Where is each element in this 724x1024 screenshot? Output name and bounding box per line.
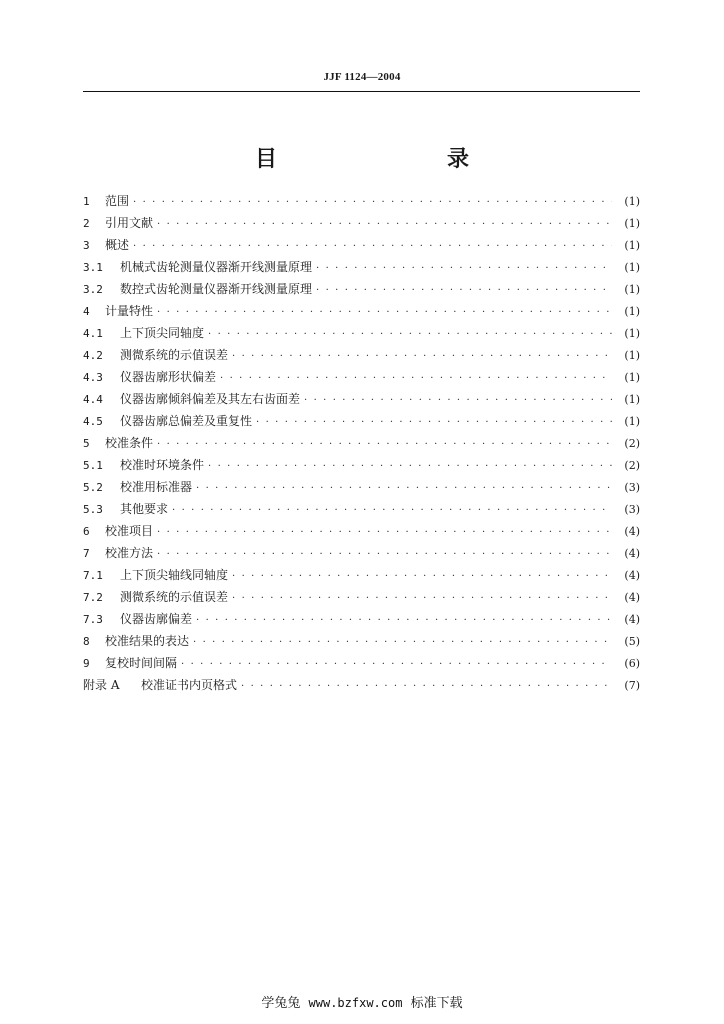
toc-leader-dots [232,346,612,368]
toc-entry-number: 3 [83,239,90,252]
toc-leader-dots [157,434,612,456]
toc-entry-page: (3) [624,481,640,494]
toc-entry[interactable] [83,256,640,278]
toc-entry-number: 4.1 [83,327,103,340]
toc-entry-page: (6) [624,657,640,670]
toc-entry-label: 机械式齿轮测量仪器渐开线测量原理 [120,260,313,274]
toc-entry-label: 校准方法 [105,546,154,560]
toc-entry-number: 4 [83,305,90,318]
footer-site-name: 学兔兔 [261,996,301,1011]
toc-entry-number: 9 [83,657,90,670]
toc-entry-label: 校准项目 [105,524,154,538]
toc-entry[interactable] [83,344,640,366]
toc-entry-label: 其他要求 [120,502,169,516]
toc-entry-label: 复校时间间隔 [105,656,178,670]
footer-tagline: 标准下载 [410,996,463,1011]
toc-entry-label: 仪器齿廓偏差 [120,612,193,626]
toc-entry-label: 校准证书内页格式 [141,678,238,692]
toc-entry-label: 概述 [105,238,130,252]
toc-leader-dots [157,522,612,544]
toc-entry[interactable] [83,432,640,454]
toc-entry[interactable] [83,366,640,388]
toc-entry-page: (4) [624,591,640,604]
toc-entry-label: 上下顶尖同轴度 [120,326,205,340]
toc-entry-label: 范围 [105,194,130,208]
footer [0,992,724,1011]
toc-entry-page: (1) [624,239,640,252]
toc-leader-dots [181,654,612,676]
toc-entry-number: 7.3 [83,613,103,626]
toc-entry-number: 7 [83,547,90,560]
toc-entry[interactable] [83,234,640,256]
toc-leader-dots [193,632,612,654]
toc-entry-page: (7) [624,679,640,692]
toc-entry-number: 4.3 [83,371,103,384]
toc-entry-page: (1) [624,195,640,208]
toc-entry-number: 8 [83,635,90,648]
toc-leader-dots [316,258,612,280]
toc-entry-number: 7.1 [83,569,103,582]
toc-leader-dots [241,676,612,698]
toc-entry-number: 4.2 [83,349,103,362]
toc-entry-page: (3) [624,503,640,516]
toc-leader-dots [304,390,612,412]
toc-entry[interactable] [83,410,640,432]
toc-entry-number: 附录 A [83,678,120,692]
toc-entry-number: 7.2 [83,591,103,604]
toc-entry-number: 4.5 [83,415,103,428]
toc-entry-label: 校准结果的表达 [105,634,190,648]
toc-entry-label: 上下顶尖轴线同轴度 [120,568,229,582]
toc-entry[interactable] [83,322,640,344]
toc-entry-number: 1 [83,195,90,208]
toc-entry-label: 数控式齿轮测量仪器渐开线测量原理 [120,282,313,296]
toc-leader-dots [196,610,612,632]
toc-entry[interactable] [83,212,640,234]
toc-leader-dots [232,588,612,610]
toc-leader-dots [208,324,612,346]
toc-entry-label: 仪器齿廓总偏差及重复性 [120,414,253,428]
toc-entry-page: (1) [624,217,640,230]
toc-leader-dots [232,566,612,588]
toc-entry-page: (1) [624,415,640,428]
toc-entry-number: 5.1 [83,459,103,472]
toc-entry-number: 4.4 [83,393,103,406]
toc-entry-number: 3.1 [83,261,103,274]
toc-entry-page: (4) [624,525,640,538]
toc-leader-dots [256,412,612,434]
toc-leader-dots [157,302,612,324]
toc-entry-page: (1) [624,349,640,362]
toc-entry[interactable] [83,608,640,630]
page-title: 目 录 [254,147,511,172]
toc-entry-page: (1) [624,305,640,318]
toc-entry-label: 引用文献 [105,216,154,230]
toc-entry-page: (5) [624,635,640,648]
toc-entry-page: (2) [624,437,640,450]
toc-entry-number: 5.3 [83,503,103,516]
toc-entry-page: (4) [624,613,640,626]
toc-leader-dots [172,500,612,522]
toc-leader-dots [157,544,612,566]
toc-entry[interactable] [83,388,640,410]
toc-entry-page: (4) [624,547,640,560]
toc-entry-number: 5 [83,437,90,450]
toc-entry[interactable] [83,278,640,300]
toc-entry-label: 测微系统的示值误差 [120,348,229,362]
toc-entry-page: (4) [624,569,640,582]
footer-url[interactable]: www.bzfxw.com [308,996,403,1010]
toc-entry-page: (1) [624,393,640,406]
toc-entry[interactable] [83,674,640,696]
toc-leader-dots [220,368,612,390]
toc-leader-dots [133,236,612,258]
toc-leader-dots [208,456,612,478]
toc-entry-page: (1) [624,327,640,340]
toc-entry[interactable] [83,542,640,564]
toc-entry[interactable] [83,476,640,498]
toc-entry-number: 3.2 [83,283,103,296]
toc-leader-dots [316,280,612,302]
toc-entry[interactable] [83,652,640,674]
toc-leader-dots [133,192,612,214]
toc-entry[interactable] [83,454,640,476]
toc-entry-page: (1) [624,261,640,274]
toc-entry-label: 仪器齿廓倾斜偏差及其左右齿面差 [120,392,301,406]
toc-entry[interactable] [83,190,640,212]
toc-entry-label: 校准条件 [105,436,154,450]
table-of-contents [83,190,640,696]
toc-entry[interactable] [83,630,640,652]
toc-entry[interactable] [83,564,640,586]
toc-leader-dots [196,478,612,500]
toc-entry[interactable] [83,520,640,542]
toc-entry-label: 校准用标准器 [120,480,193,494]
toc-entry-number: 2 [83,217,90,230]
toc-entry-page: (2) [624,459,640,472]
toc-entry[interactable] [83,586,640,608]
toc-entry-label: 测微系统的示值误差 [120,590,229,604]
header-divider [83,91,640,92]
toc-entry-label: 计量特性 [105,304,154,318]
toc-entry[interactable] [83,498,640,520]
toc-entry-label: 仪器齿廓形状偏差 [120,370,217,384]
toc-entry-page: (1) [624,283,640,296]
document-code: JJF 1124—2004 [323,71,401,83]
toc-leader-dots [157,214,612,236]
toc-entry[interactable] [83,300,640,322]
toc-entry-number: 6 [83,525,90,538]
toc-entry-label: 校准时环境条件 [120,458,205,472]
toc-entry-number: 5.2 [83,481,103,494]
toc-entry-page: (1) [624,371,640,384]
